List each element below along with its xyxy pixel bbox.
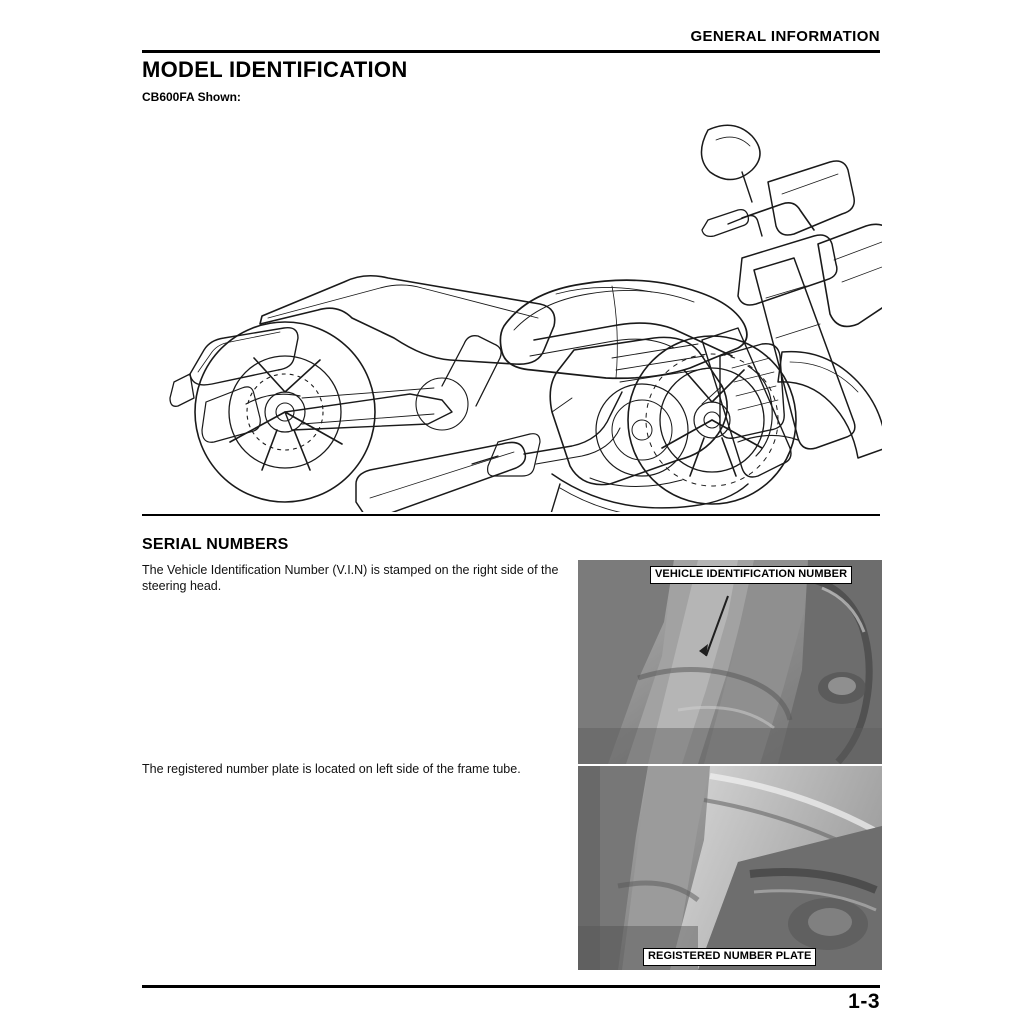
section-rule (142, 514, 880, 516)
motorcycle-line-drawing (142, 112, 882, 512)
vin-photo (578, 560, 882, 764)
paragraph-plate-location: The registered number plate is located on left side of the frame tube. (142, 762, 521, 776)
registered-number-plate-photo (578, 766, 882, 970)
model-subtitle: CB600FA Shown: (142, 90, 241, 104)
section-heading-serial-numbers: SERIAL NUMBERS (142, 536, 289, 553)
page-number: 1-3 (848, 990, 880, 1013)
running-head: GENERAL INFORMATION (690, 28, 880, 45)
header-rule (142, 50, 880, 53)
callout-registered-number-plate: REGISTERED NUMBER PLATE (643, 948, 816, 966)
callout-vehicle-identification-number: VEHICLE IDENTIFICATION NUMBER (650, 566, 852, 584)
paragraph-vin-location: The Vehicle Identification Number (V.I.N) is stamped on the right side of the steering head. (142, 563, 559, 593)
footer-rule (142, 985, 880, 988)
page-title: MODEL IDENTIFICATION (142, 57, 408, 82)
